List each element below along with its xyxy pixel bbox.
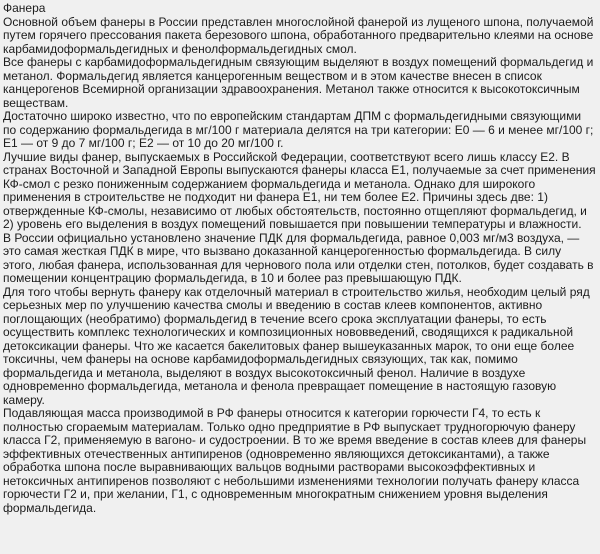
- paragraph-2: Все фанеры с карбамидоформальдегидным связующим выделяют в воздух помещений формальдегид и метанол. Формальдегид является канцерогенным веществом и в этом качестве внесен в список канцерогенов Всемирной организации здравоохранения. Метанол также относится к высокотоксичным веществам.: [3, 55, 594, 110]
- paragraph-4: Лучшие виды фанер, выпускаемых в Российской Федерации, соответствуют всего лишь классу Е2. В странах Восточной и Западной Европы выпускаются фанеры класса Е1, получаемые за счет применения КФ-смол с резко пониженным содержанием формальдегида и метанола. Однако для широкого применения в строительстве не подходит ни фанера Е1, ни тем более Е2. Причины здесь две: 1) отвержденные КФ-смолы, независимо от любых обстоятельств, постоянно отщепляют формальдегид, и 2) уровень его выделения в воздух помещений повышается при повышении температуры и влажности.: [3, 149, 596, 231]
- paragraph-3: Достаточно широко известно, что по европейским стандартам ДПМ с формальдегидными связующими по содержанию формальдегида в мг/100 г материала делятся на три категории: Е0 — 6 и менее мг/100 г; Е1 — от 9 до 7 мг/100 г; Е2 — от 10 до 20 мг/100 г.: [3, 109, 594, 150]
- paragraph-1: Основной объем фанеры в России представлен многослойной фанерой из лущеного шпона, получаемой путем горячего прессования пакета березового шпона, обработанного предварительно клеями на основе карбамидоформальдегидных и фенолформальдегидных смол.: [3, 14, 594, 56]
- article-title: Фанера: [3, 1, 46, 15]
- paragraph-5: В России официально установлено значение ПДК для формальдегида, равное 0,003 мг/м3 воздуха, — это самая жесткая ПДК в мире, что вызвано доказанной канцерогенностью формальдегида. В силу этого, любая фанера, использованная для чернового пола или отделки стен, потолков, будет создавать в помещении концентрацию формальдегида, в 10 и более раз превышающую ПДК.: [3, 230, 594, 285]
- paragraph-6: Для того чтобы вернуть фанеру как отделочный материал в строительство жилья, необходим целый ряд серьезных мер по улучшению качества смолы и введению в состав клеев компонентов, активно поглощающих (необратимо) формальдегид в течение всего срока эксплуатации фанеры, то есть осуществить комплекс технологических и композиционных нововведений, сводящихся к радикальной детоксикации фанеры. Что же касается бакелитовых фанер вышеуказанных марок, то они еще более токсичны, чем фанеры на основе карбамидоформальдегидных связующих, так как, помимо формальдегида и метанола, выделяют в воздух высокотоксичный фенол. Наличие в воздухе одновременно формальдегида, метанола и фенола превращает помещение в настоящую газовую камеру.: [3, 284, 590, 407]
- paragraph-7: Подавляющая масса производимой в РФ фанеры относится к категории горючести Г4, то есть к полностью сгораемым материалам. Только одно предприятие в РФ выпускает трудногорючую фанеру класса Г2, применяемую в вагоно- и судостроении. В то же время введение в состав клеев для фанеры эффективных отечественных антипиренов (одновременно являющихся детоксикантами), а также обработка шпона после выравнивающих вальцов водными растворами высокоэффективных и нетоксичных антипиренов позволяют с небольшими изменениями технологии получать фанеру класса горючести Г2 и, при желании, Г1, с одновременным многократным снижением уровня выделения формальдегида.: [3, 406, 587, 515]
